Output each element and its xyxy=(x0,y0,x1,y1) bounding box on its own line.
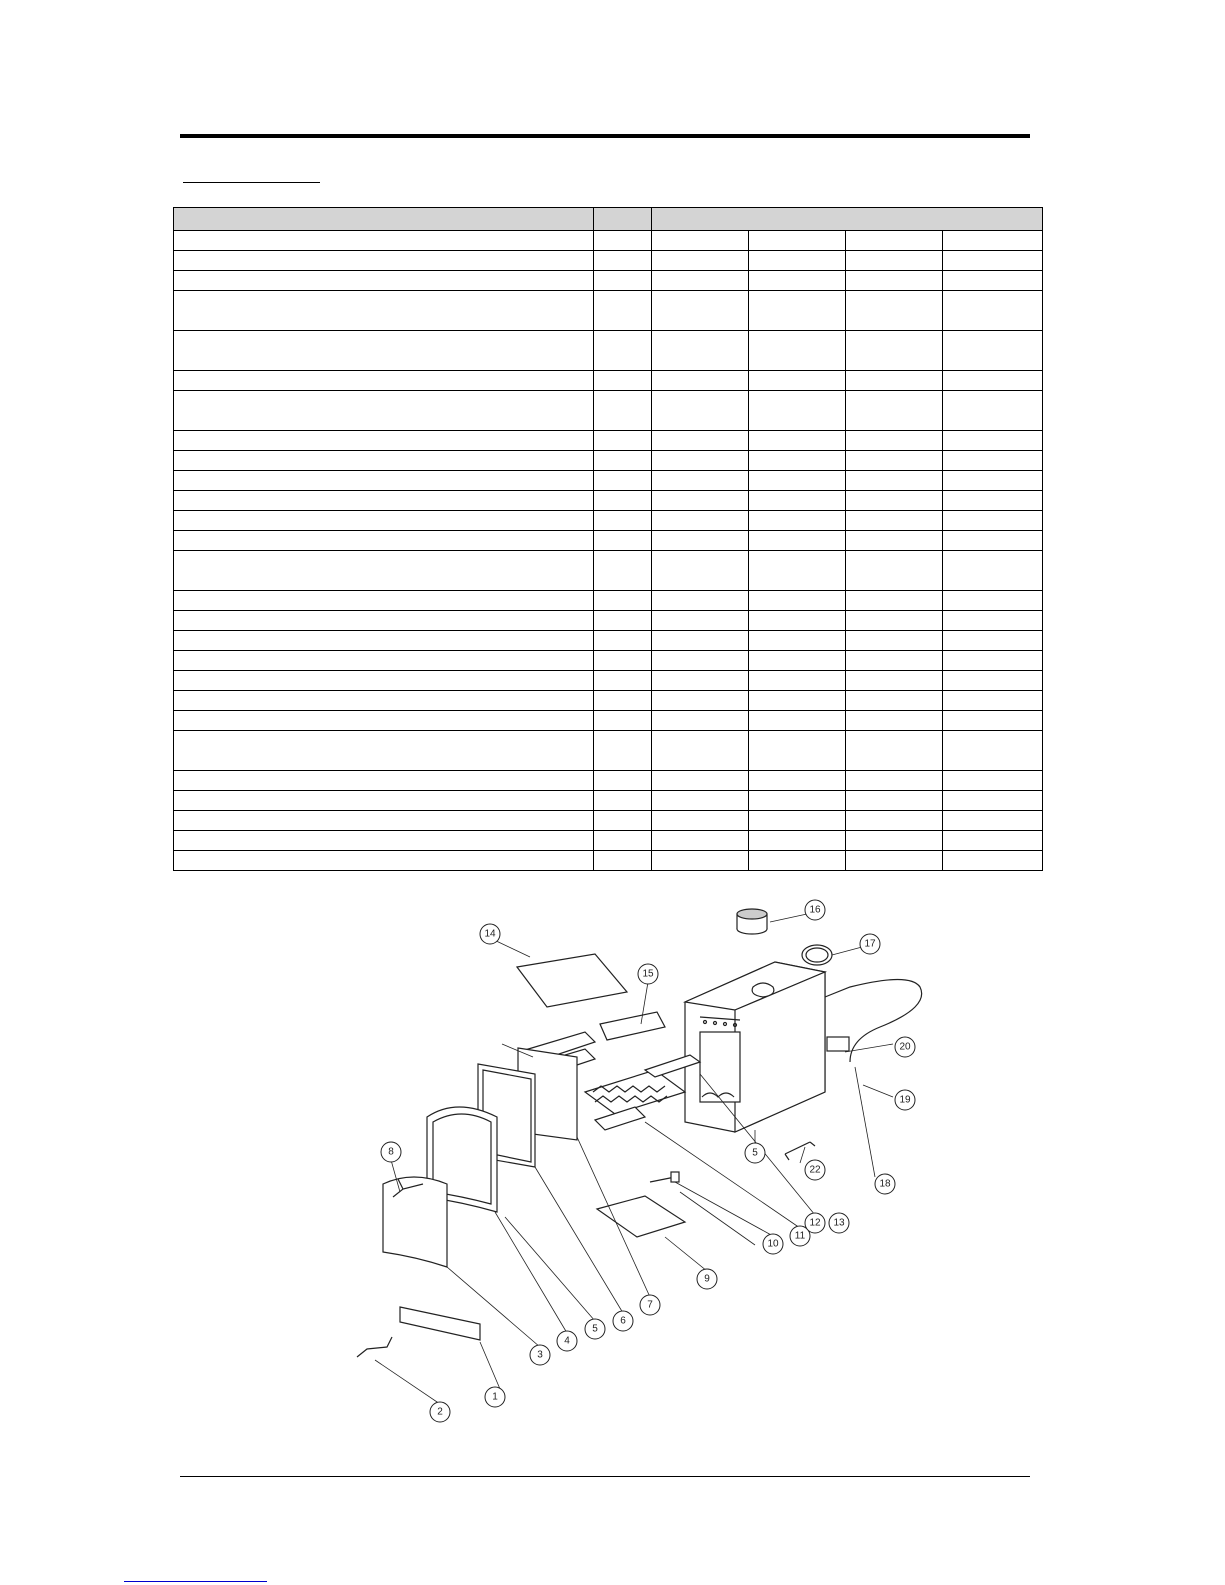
throat-plate xyxy=(600,1012,665,1040)
table-cell xyxy=(594,331,652,371)
table-cell xyxy=(943,551,1043,591)
table-cell xyxy=(943,511,1043,531)
table-cell xyxy=(652,591,749,611)
table-cell xyxy=(652,671,749,691)
callout-number: 18 xyxy=(879,1178,891,1190)
callout-number: 5 xyxy=(592,1323,598,1335)
grate-assembly xyxy=(585,1070,685,1130)
table-cell xyxy=(943,811,1043,831)
callout-circle xyxy=(829,1213,849,1233)
table-cell xyxy=(652,471,749,491)
callout-number: 12 xyxy=(809,1217,821,1229)
table-cell xyxy=(943,651,1043,671)
table-cell xyxy=(594,291,652,331)
table-cell xyxy=(943,691,1043,711)
table-body xyxy=(174,231,1043,871)
table-cell xyxy=(594,831,652,851)
table-cell xyxy=(846,771,943,791)
callout-number: 13 xyxy=(833,1217,845,1229)
callout-circle xyxy=(640,1295,660,1315)
table-cell xyxy=(749,251,846,271)
table-cell xyxy=(749,451,846,471)
table-cell xyxy=(749,271,846,291)
callout-number: 22 xyxy=(809,1164,821,1176)
table-cell xyxy=(943,291,1043,331)
callout-number: 15 xyxy=(642,968,654,980)
table-cell xyxy=(943,531,1043,551)
callout-number: 14 xyxy=(484,928,496,940)
table-cell xyxy=(749,831,846,851)
table-cell xyxy=(594,371,652,391)
table-cell xyxy=(749,331,846,371)
table-cell xyxy=(749,471,846,491)
table-row xyxy=(174,851,1043,871)
table-cell xyxy=(174,511,594,531)
table-cell xyxy=(749,491,846,511)
header-description xyxy=(174,208,594,231)
table-row xyxy=(174,531,1043,551)
callout-circle xyxy=(697,1269,717,1289)
table-cell xyxy=(943,271,1043,291)
table-cell xyxy=(846,691,943,711)
table-row xyxy=(174,611,1043,631)
table-cell xyxy=(846,531,943,551)
table-cell xyxy=(594,511,652,531)
header-part-numbers xyxy=(652,208,1043,231)
table-row xyxy=(174,291,1043,331)
table-cell xyxy=(174,231,594,251)
table-row xyxy=(174,271,1043,291)
ash-door xyxy=(400,1307,480,1340)
table-cell xyxy=(943,671,1043,691)
table-cell xyxy=(652,791,749,811)
riddling-tool xyxy=(785,1142,815,1160)
table-cell xyxy=(749,591,846,611)
table-row xyxy=(174,811,1043,831)
table-cell xyxy=(846,471,943,491)
table-cell xyxy=(846,251,943,271)
table-cell xyxy=(652,331,749,371)
table-cell xyxy=(594,391,652,431)
table-cell xyxy=(652,611,749,631)
table-cell xyxy=(846,611,943,631)
table-cell xyxy=(594,651,652,671)
callout-circle xyxy=(805,1213,825,1233)
table-cell xyxy=(174,811,594,831)
table-cell xyxy=(174,731,594,771)
callout-number: 11 xyxy=(794,1230,806,1242)
callout-circle xyxy=(557,1331,577,1351)
parts-list-table xyxy=(173,207,1043,871)
callout-circle xyxy=(895,1090,915,1110)
callout-circle xyxy=(430,1402,450,1422)
table-cell xyxy=(594,591,652,611)
table-cell xyxy=(652,291,749,331)
callout-number: 5 xyxy=(752,1147,758,1159)
table-cell xyxy=(652,831,749,851)
callout-circle xyxy=(895,1037,915,1057)
table-cell xyxy=(174,711,594,731)
callout-number: 10 xyxy=(767,1238,779,1250)
table-row xyxy=(174,671,1043,691)
table-cell xyxy=(594,471,652,491)
table-row xyxy=(174,491,1043,511)
table-row xyxy=(174,391,1043,431)
callout-number: 16 xyxy=(809,904,821,916)
table-cell xyxy=(749,691,846,711)
table-cell xyxy=(749,671,846,691)
callout-circle xyxy=(530,1345,550,1365)
table-cell xyxy=(749,791,846,811)
table-cell xyxy=(174,291,594,331)
table-cell xyxy=(943,731,1043,771)
callout-number: 6 xyxy=(620,1315,626,1327)
table-cell xyxy=(846,811,943,831)
table-cell xyxy=(594,551,652,591)
callout-number: 2 xyxy=(437,1406,443,1418)
table-cell xyxy=(174,331,594,371)
table-row xyxy=(174,831,1043,851)
table-row xyxy=(174,771,1043,791)
callout-circle xyxy=(745,1143,765,1163)
table-cell xyxy=(652,371,749,391)
table-cell xyxy=(846,711,943,731)
table-cell xyxy=(846,831,943,851)
table-cell xyxy=(652,451,749,471)
table-row xyxy=(174,591,1043,611)
table-cell xyxy=(749,371,846,391)
table-row xyxy=(174,371,1043,391)
table-cell xyxy=(943,771,1043,791)
table-cell xyxy=(846,431,943,451)
callout-number: 9 xyxy=(704,1273,710,1285)
table-cell xyxy=(749,551,846,591)
table-cell xyxy=(943,791,1043,811)
table-cell xyxy=(749,711,846,731)
table-cell xyxy=(943,331,1043,371)
table-row xyxy=(174,551,1043,591)
callout-circle xyxy=(613,1311,633,1331)
table-cell xyxy=(846,731,943,771)
table-cell xyxy=(594,711,652,731)
table-cell xyxy=(594,431,652,451)
table-cell xyxy=(174,831,594,851)
table-cell xyxy=(594,771,652,791)
table-cell xyxy=(594,251,652,271)
table-row xyxy=(174,791,1043,811)
table-cell xyxy=(652,491,749,511)
table-cell xyxy=(594,231,652,251)
table-cell xyxy=(594,531,652,551)
footer-link-underline[interactable] xyxy=(124,1581,267,1582)
table-cell xyxy=(749,771,846,791)
callout-circle xyxy=(805,1160,825,1180)
table-cell xyxy=(174,451,594,471)
table-cell xyxy=(846,231,943,251)
callout-number: 1 xyxy=(492,1391,498,1403)
table-cell xyxy=(846,391,943,431)
table-row xyxy=(174,511,1043,531)
flue-collar xyxy=(737,909,767,934)
table-cell xyxy=(943,231,1043,251)
table-cell xyxy=(749,811,846,831)
table-cell xyxy=(594,811,652,831)
table-cell xyxy=(174,551,594,591)
table-cell xyxy=(174,391,594,431)
table-cell xyxy=(846,671,943,691)
table-row xyxy=(174,231,1043,251)
table-row xyxy=(174,471,1043,491)
table-cell xyxy=(594,611,652,631)
table-cell xyxy=(174,371,594,391)
table-cell xyxy=(174,271,594,291)
stove-body xyxy=(685,962,825,1132)
table-row xyxy=(174,731,1043,771)
table-cell xyxy=(174,651,594,671)
table-cell xyxy=(174,471,594,491)
table-cell xyxy=(943,491,1043,511)
table-cell xyxy=(652,511,749,531)
table-cell xyxy=(594,851,652,871)
door-glass-panel xyxy=(383,1177,447,1267)
table-cell xyxy=(846,651,943,671)
table-cell xyxy=(943,611,1043,631)
exploded-parts-diagram xyxy=(345,892,925,1447)
table-cell xyxy=(846,331,943,371)
table-row xyxy=(174,331,1043,371)
table-cell xyxy=(652,811,749,831)
table-cell xyxy=(652,691,749,711)
table-cell xyxy=(652,531,749,551)
table-cell xyxy=(174,491,594,511)
table-cell xyxy=(749,391,846,431)
table-row xyxy=(174,451,1043,471)
ash-pan xyxy=(597,1196,685,1237)
table-cell xyxy=(943,251,1043,271)
callout-circle xyxy=(763,1234,783,1254)
table-cell xyxy=(594,451,652,471)
callout-circle xyxy=(585,1319,605,1339)
table-cell xyxy=(846,371,943,391)
table-cell xyxy=(594,491,652,511)
table-cell xyxy=(943,591,1043,611)
table-cell xyxy=(749,511,846,531)
callout-number: 3 xyxy=(537,1349,543,1361)
table-cell xyxy=(943,371,1043,391)
bottom-rule xyxy=(180,1476,1030,1477)
table-cell xyxy=(174,251,594,271)
callout-circle xyxy=(805,900,825,920)
table-cell xyxy=(652,651,749,671)
table-cell xyxy=(749,731,846,771)
table-cell xyxy=(594,631,652,651)
table-cell xyxy=(749,851,846,871)
table-row xyxy=(174,691,1043,711)
baffle-plate xyxy=(517,954,627,1007)
table-row xyxy=(174,251,1043,271)
table-cell xyxy=(652,851,749,871)
table-cell xyxy=(749,291,846,331)
table-cell xyxy=(652,231,749,251)
table-cell xyxy=(943,391,1043,431)
table-row xyxy=(174,651,1043,671)
table-cell xyxy=(846,591,943,611)
callout-number: 17 xyxy=(864,938,876,950)
table-cell xyxy=(174,431,594,451)
callout-circle xyxy=(638,964,658,984)
table-cell xyxy=(594,671,652,691)
callout-circle xyxy=(875,1174,895,1194)
table-cell xyxy=(652,711,749,731)
table-cell xyxy=(652,431,749,451)
table-cell xyxy=(652,391,749,431)
table-row xyxy=(174,431,1043,451)
table-cell xyxy=(749,231,846,251)
table-cell xyxy=(174,591,594,611)
table-cell xyxy=(846,271,943,291)
control-bracket xyxy=(827,1037,849,1051)
table-cell xyxy=(594,271,652,291)
table-cell xyxy=(943,431,1043,451)
table-cell xyxy=(943,851,1043,871)
table-cell xyxy=(652,731,749,771)
top-rule xyxy=(180,134,1030,138)
table-cell xyxy=(652,551,749,591)
callout-number: 8 xyxy=(388,1146,394,1158)
table-cell xyxy=(749,531,846,551)
table-cell xyxy=(943,471,1043,491)
table-cell xyxy=(652,271,749,291)
table-cell xyxy=(594,691,652,711)
table-row xyxy=(174,631,1043,651)
table-cell xyxy=(846,631,943,651)
table-cell xyxy=(652,251,749,271)
table-cell xyxy=(749,431,846,451)
table-cell xyxy=(594,731,652,771)
table-cell xyxy=(846,511,943,531)
table-cell xyxy=(846,491,943,511)
section-heading-underline xyxy=(183,182,320,183)
table-cell xyxy=(943,711,1043,731)
table-cell xyxy=(174,851,594,871)
table-cell xyxy=(652,771,749,791)
table-cell xyxy=(846,451,943,471)
table-cell xyxy=(749,611,846,631)
table-cell xyxy=(749,631,846,651)
table-cell xyxy=(846,551,943,591)
table-cell xyxy=(846,291,943,331)
table-row xyxy=(174,711,1043,731)
table-cell xyxy=(174,631,594,651)
table-cell xyxy=(174,531,594,551)
callout-circle xyxy=(485,1387,505,1407)
table-cell xyxy=(846,791,943,811)
table-cell xyxy=(594,791,652,811)
callout-number: 7 xyxy=(647,1299,653,1311)
callout-number: 4 xyxy=(564,1335,570,1347)
callout-number: 20 xyxy=(899,1041,911,1053)
table-cell xyxy=(846,851,943,871)
table-cell xyxy=(174,691,594,711)
table-cell xyxy=(943,451,1043,471)
table-cell xyxy=(943,631,1043,651)
table-cell xyxy=(174,791,594,811)
callout-number: 19 xyxy=(899,1094,911,1106)
table-header-row xyxy=(174,208,1043,231)
callout-circle xyxy=(480,924,500,944)
header-qty xyxy=(594,208,652,231)
table-cell xyxy=(174,771,594,791)
table-cell xyxy=(174,611,594,631)
table-cell xyxy=(943,831,1043,851)
door-handle-lower xyxy=(357,1337,392,1357)
table-cell xyxy=(174,671,594,691)
callout-circle xyxy=(860,934,880,954)
callout-circle xyxy=(381,1142,401,1162)
table-cell xyxy=(652,631,749,651)
table-cell xyxy=(749,651,846,671)
